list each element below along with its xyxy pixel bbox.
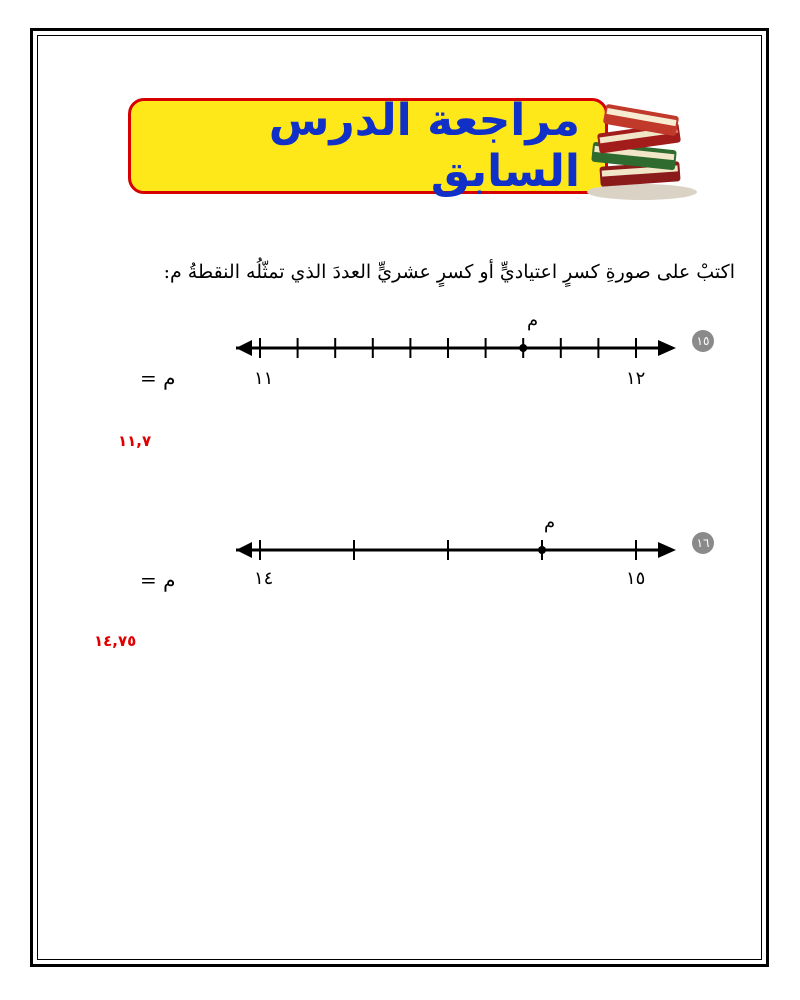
- page-title: مراجعة الدرس السابق: [268, 95, 580, 197]
- equation-label: م =: [140, 366, 176, 390]
- answer-text: ١٤,٧٥: [94, 632, 137, 650]
- problem-number-badge: ١٥: [692, 330, 714, 352]
- answer-text: ١١,٧: [118, 432, 152, 450]
- instruction-text: اكتبْ على صورةِ كسرٍ اعتياديٍّ أو كسرٍ عشريٍّ العددَ الذي تمثّلُه النقطةُ م:: [163, 261, 735, 283]
- point-m-dot: [519, 344, 527, 352]
- number-line-16: [228, 528, 688, 574]
- point-label: م: [527, 310, 539, 331]
- right-arrowhead: [658, 542, 676, 558]
- point-m-dot: [538, 546, 546, 554]
- number-line-15: [228, 326, 688, 372]
- point-label: م: [544, 512, 556, 533]
- left-endpoint-label: ١٤: [254, 568, 274, 589]
- right-endpoint-label: ١٢: [626, 368, 646, 389]
- right-arrowhead: [658, 340, 676, 356]
- left-arrowhead: [236, 340, 252, 356]
- books-icon: [572, 92, 702, 202]
- left-arrowhead: [236, 542, 252, 558]
- equation-label: م =: [140, 568, 176, 592]
- problem-number-badge: ١٦: [692, 532, 714, 554]
- right-endpoint-label: ١٥: [626, 568, 646, 589]
- left-endpoint-label: ١١: [254, 368, 274, 389]
